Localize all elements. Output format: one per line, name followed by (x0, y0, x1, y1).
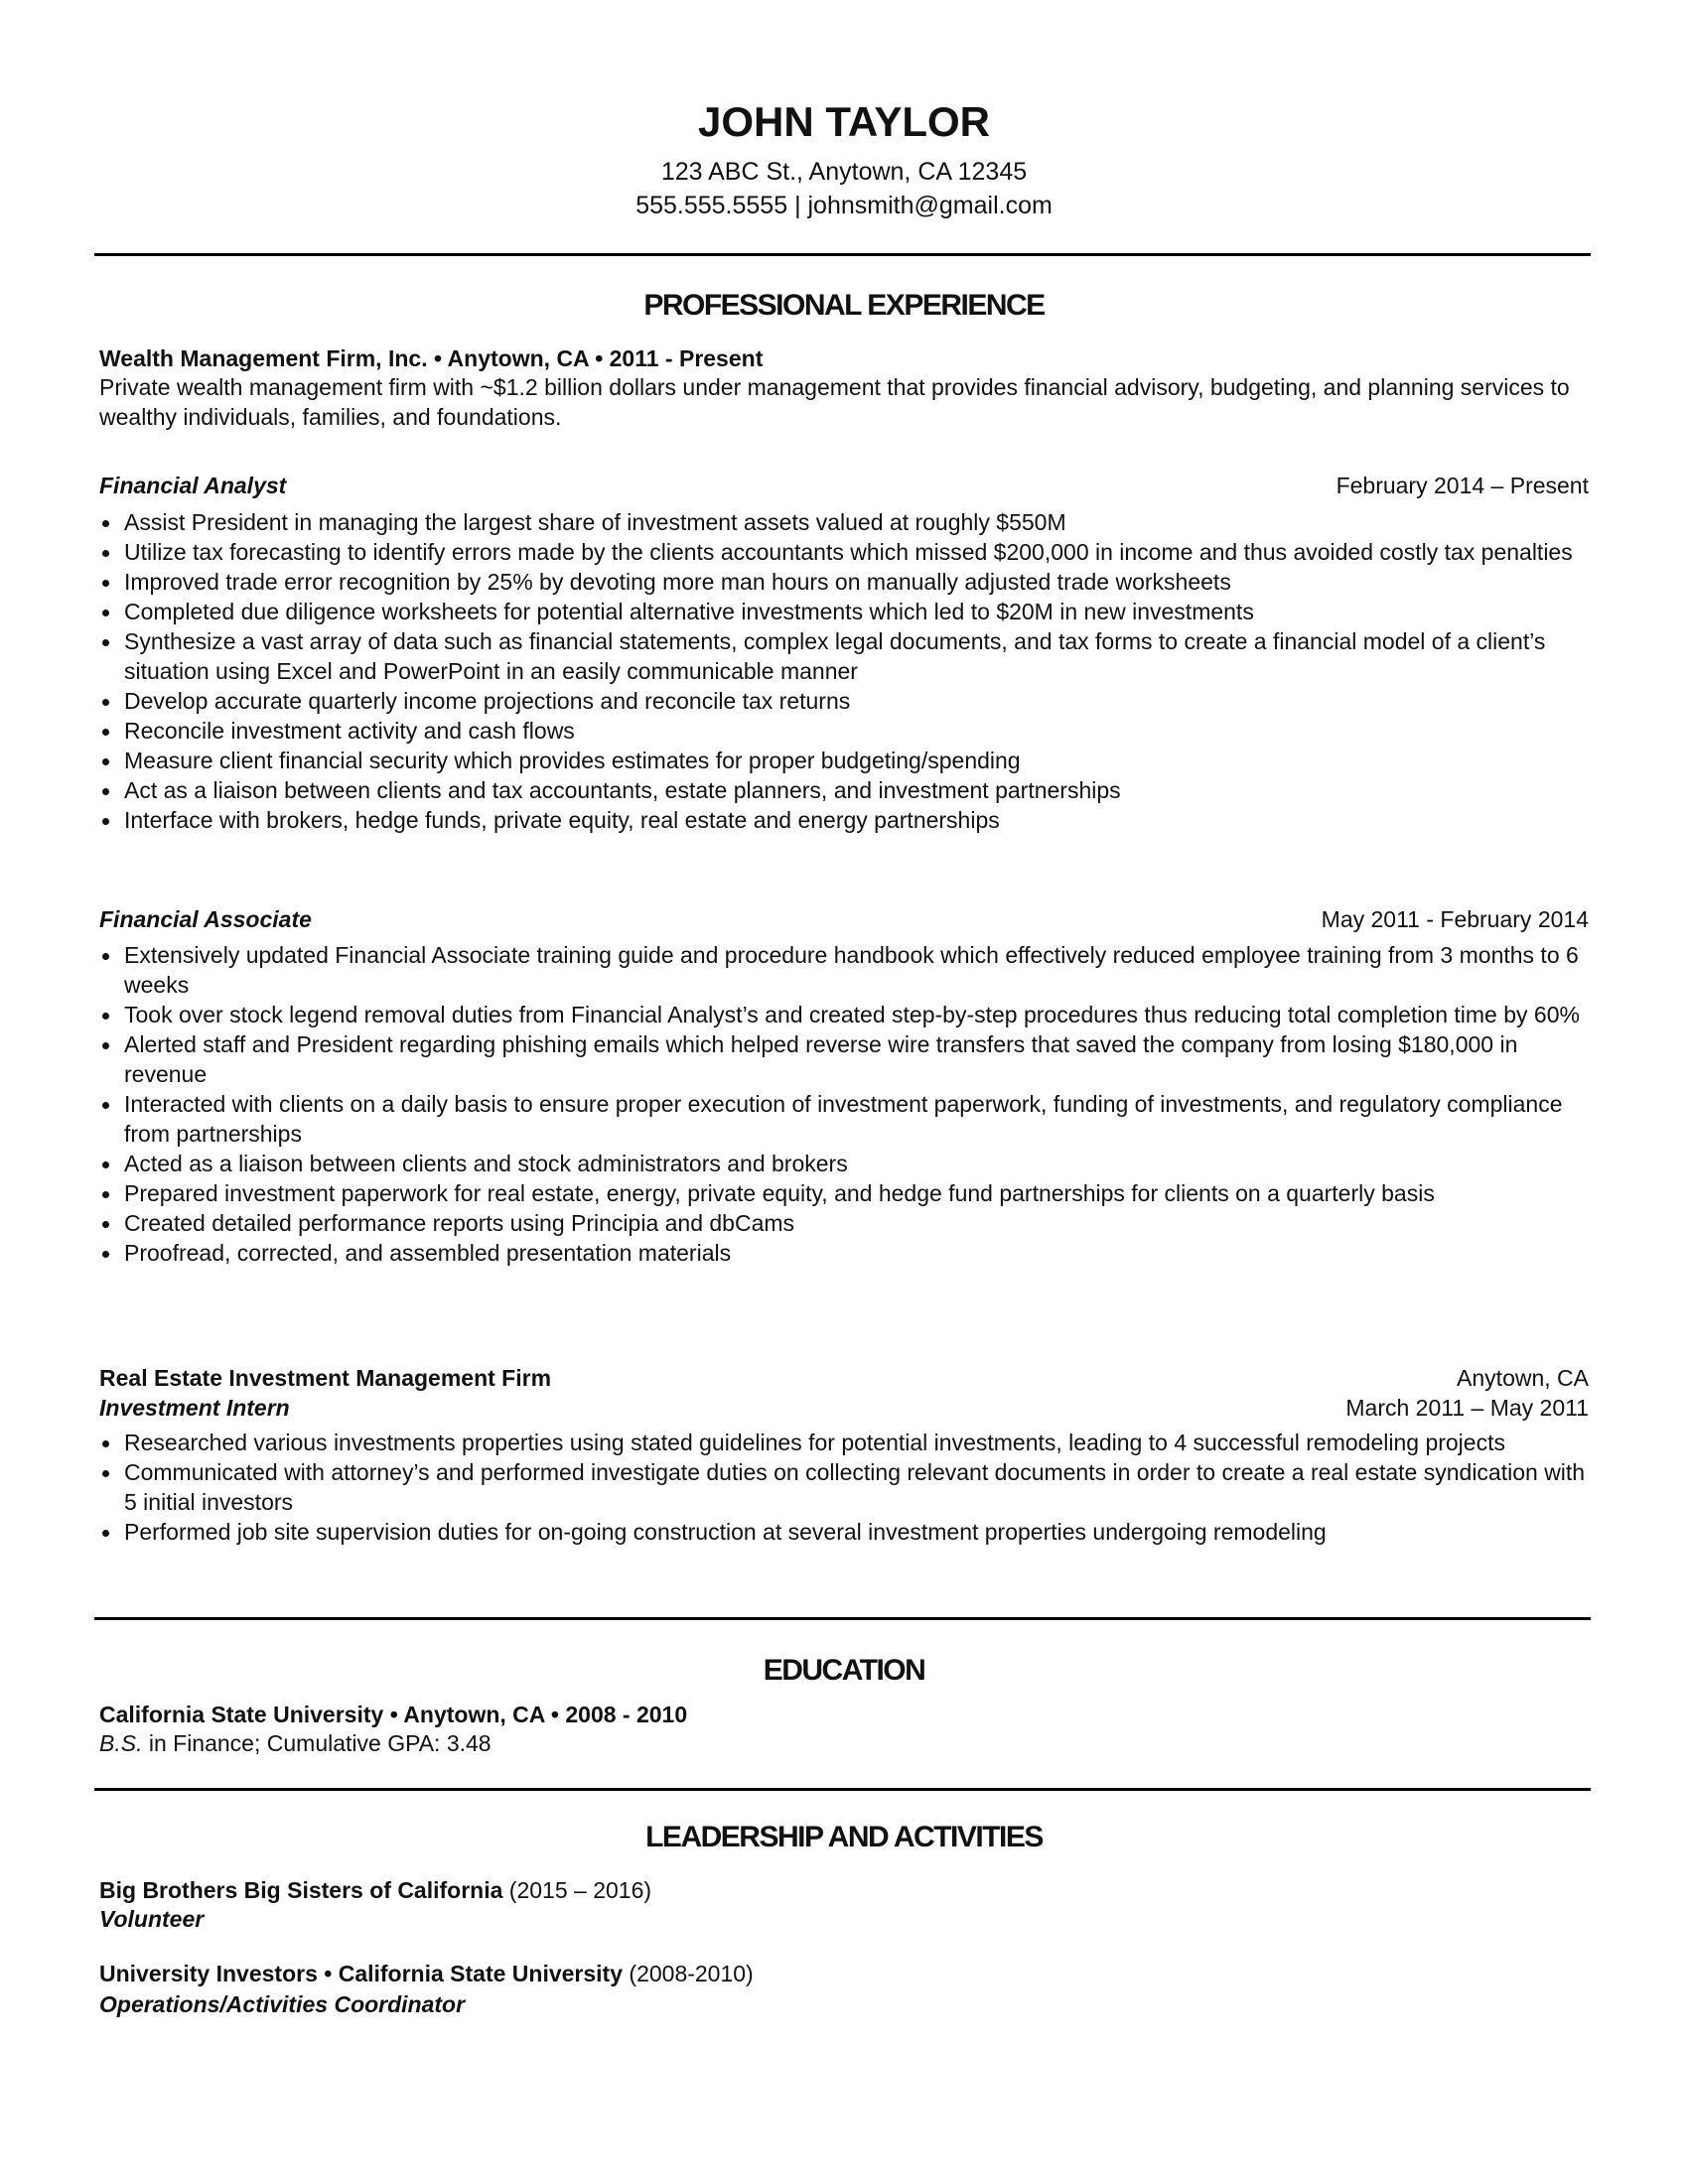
bullet-item: Act as a liaison between clients and tax accountants, estate planners, and investment partnerships (99, 775, 1589, 805)
role-title: Investment Intern (99, 1395, 290, 1421)
bullet-item: Performed job site supervision duties for on-going construction at several investment properties undergoing remodeling (99, 1517, 1589, 1547)
section-title-leadership: LEADERSHIP AND ACTIVITIES (645, 1821, 1043, 1853)
bullet-item: Synthesize a vast array of data such as financial statements, complex legal documents, and tax forms to create a financial model of a client’s situation using Excel and PowerPoint in an easily communicable manner (99, 626, 1589, 686)
school: California State University • Anytown, CA • 2008 - 2010 (99, 1702, 688, 1727)
role-dates: May 2011 - February 2014 (1321, 906, 1589, 932)
role-title: Financial Analyst (99, 473, 287, 498)
bullet-item: Extensively updated Financial Associate training guide and procedure handbook which effectively reduced employee training from 3 months to 6 weeks (99, 940, 1589, 1000)
section-title-experience: PROFESSIONAL EXPERIENCE (643, 289, 1045, 322)
bullet-item: Measure client financial security which provides estimates for proper budgeting/spending (99, 746, 1589, 775)
bullet-item: Created detailed performance reports using Principia and dbCams (99, 1208, 1589, 1238)
activity-role: Volunteer (99, 1906, 205, 1932)
role-dates: March 2011 – May 2011 (1345, 1395, 1589, 1421)
activity-heading (99, 1875, 1589, 1905)
role-title: Financial Associate (99, 906, 312, 932)
activity-org: University Investors • California State University (99, 1961, 624, 1986)
firm-name: Real Estate Investment Management Firm (99, 1365, 552, 1391)
activity-years: (2015 – 2016) (502, 1877, 652, 1903)
bullet-item: Develop accurate quarterly income projections and reconcile tax returns (99, 686, 1589, 716)
activity-role: Operations/Activities Coordinator (99, 1991, 466, 2017)
bullet-item: Prepared investment paperwork for real estate, energy, private equity, and hedge fund partnerships for clients on a quarterly basis (99, 1178, 1589, 1208)
bullet-item: Researched various investments properties using stated guidelines for potential investments, leading to 4 successful remodeling projects (99, 1428, 1589, 1457)
divider (94, 253, 1591, 256)
bullet-item: Communicated with attorney’s and performed investigate duties on collecting relevant documents in order to create a real estate syndication with 5 initial investors (99, 1457, 1589, 1517)
degree-abbr: B.S. (99, 1730, 143, 1756)
divider (94, 1617, 1591, 1620)
activity-org: Big Brothers Big Sisters of California (99, 1877, 503, 1903)
bullet-item: Utilize tax forecasting to identify errors made by the clients accountants which missed $200,000 in income and thus avoided costly tax penalties (99, 537, 1589, 567)
bullet-item: Interface with brokers, hedge funds, private equity, real estate and energy partnerships (99, 805, 1589, 835)
candidate-name: JOHN TAYLOR (697, 98, 991, 145)
divider (94, 1788, 1591, 1791)
contact-info: 555.555.5555 | johnsmith@gmail.com (635, 192, 1053, 219)
role-header (99, 471, 1589, 500)
activity-heading (99, 1959, 1589, 1988)
firm-location: Anytown, CA (1457, 1365, 1589, 1391)
bullet-item: Acted as a liaison between clients and stock administrators and brokers (99, 1149, 1589, 1178)
degree (99, 1728, 1589, 1758)
firm-description: Private wealth management firm with ~$1.2 billion dollars under management that provides financial advisory, budgeting, and planning services to wealthy individuals, families, and foundations. (99, 374, 1570, 430)
bullet-item: Completed due diligence worksheets for potential alternative investments which led to $20M in new investments (99, 597, 1589, 626)
bullet-item: Took over stock legend removal duties from Financial Analyst’s and created step-by-step procedures thus reducing total completion time by 60% (99, 1000, 1589, 1029)
section-title-education: EDUCATION (763, 1654, 925, 1687)
role-dates: February 2014 – Present (1336, 473, 1589, 498)
activity-years: (2008-2010) (623, 1961, 754, 1986)
role-bullets (99, 940, 1589, 1268)
bullet-item: Interacted with clients on a daily basis to ensure proper execution of investment paperwork, funding of investments, and regulatory compliance from partnerships (99, 1089, 1589, 1149)
address: 123 ABC St., Anytown, CA 12345 (660, 158, 1028, 186)
firm-heading: Wealth Management Firm, Inc. • Anytown, CA • 2011 - Present (99, 345, 764, 371)
bullet-item: Alerted staff and President regarding phishing emails which helped reverse wire transfers that saved the company from losing $180,000 in revenue (99, 1029, 1589, 1089)
role-header (99, 904, 1589, 934)
role-bullets (99, 1428, 1589, 1547)
degree-details: in Finance; Cumulative GPA: 3.48 (142, 1730, 492, 1756)
role-header (99, 1393, 1589, 1423)
bullet-item: Proofread, corrected, and assembled presentation materials (99, 1238, 1589, 1268)
bullet-item: Reconcile investment activity and cash flows (99, 716, 1589, 746)
bullet-item: Assist President in managing the largest share of investment assets valued at roughly $550M (99, 507, 1589, 537)
bullet-item: Improved trade error recognition by 25% by devoting more man hours on manually adjusted trade worksheets (99, 567, 1589, 597)
firm-header (99, 1363, 1589, 1393)
role-bullets (99, 507, 1589, 835)
